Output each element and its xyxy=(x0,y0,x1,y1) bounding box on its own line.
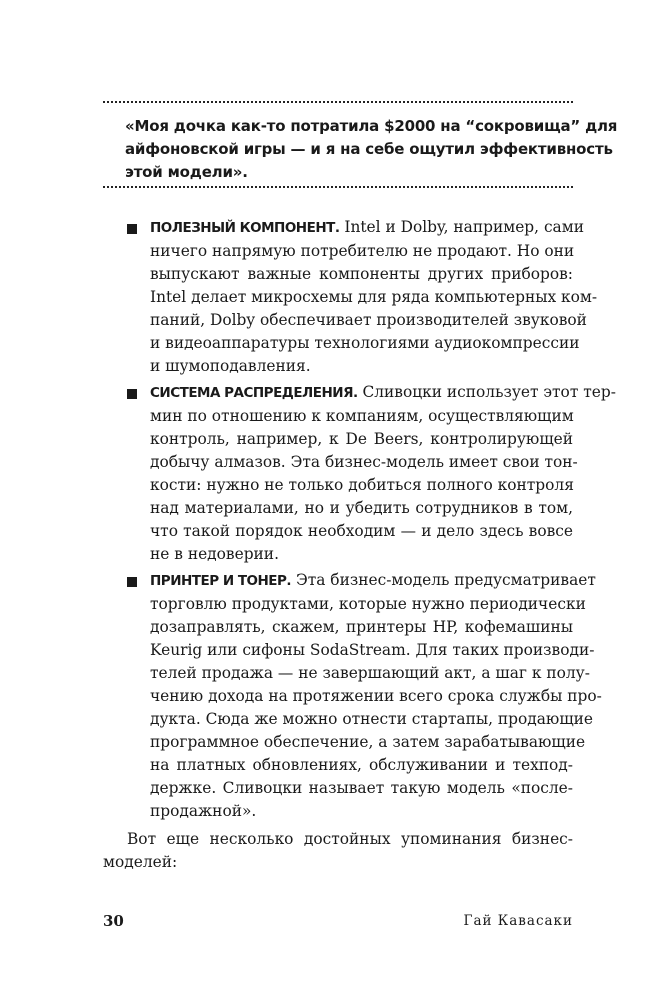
item-line: торговлю продуктами, которые нужно периодически xyxy=(150,595,586,613)
item-line: Эта бизнес-модель предусматривает xyxy=(291,571,596,589)
page-number: 30 xyxy=(103,912,124,930)
item-line: программное обеспечение, а затем зарабатывающие xyxy=(150,733,586,751)
item-line: продажной». xyxy=(150,802,257,820)
item-term: ПРИНТЕР И ТОНЕР. xyxy=(150,573,292,589)
item-term: СИСТЕМА РАСПРЕДЕЛЕНИЯ. xyxy=(150,385,358,401)
item-line: Keurig или сифоны SodaStream. Для таких производи- xyxy=(150,641,595,659)
item-line: держке. Сливоцки называет такую модель «после- xyxy=(150,779,573,797)
closing-paragraph xyxy=(103,828,573,874)
item-line: что такой порядок необходим — и дело здесь вовсе xyxy=(150,522,573,540)
pull-quote-line: этой модели». xyxy=(125,163,248,181)
item-line: Intel и Dolby, например, сами xyxy=(339,218,584,236)
item-line: выпускают важные компоненты других приборов: xyxy=(150,265,573,283)
closing-line: моделей: xyxy=(103,853,178,871)
dotted-rule-top xyxy=(103,101,573,103)
item-line: телей продажа — не завершающий акт, а шаг к полу- xyxy=(150,664,590,682)
square-bullet-icon xyxy=(127,577,137,587)
item-line: и видеоаппаратуры технологиями аудиокомпрессии xyxy=(150,334,580,352)
item-line: контроль, например, к De Beers, контролирующей xyxy=(150,430,573,448)
item-line: дозаправлять, скажем, принтеры HP, кофемашины xyxy=(150,618,573,636)
pull-quote xyxy=(125,115,618,184)
pull-quote-line: «Моя дочка как-то потратила $2000 на “сокровища” для xyxy=(125,117,618,135)
item-line: Intel делает микросхемы для ряда компьютерных ком- xyxy=(150,288,598,306)
item-term: ПОЛЕЗНЫЙ КОМПОНЕНТ. xyxy=(150,220,340,236)
dotted-rule-bottom xyxy=(103,186,573,188)
item-line: на платных обновлениях, обслуживании и техпод- xyxy=(150,756,573,774)
closing-line: Вот еще несколько достойных упоминания бизнес- xyxy=(127,830,573,848)
item-line: мин по отношению к компаниям, осуществляющим xyxy=(150,407,574,425)
square-bullet-icon xyxy=(127,389,137,399)
item-line: кости: нужно не только добиться полного контроля xyxy=(150,476,574,494)
item-line: паний, Dolby обеспечивает производителей звуковой xyxy=(150,311,587,329)
pull-quote-line: айфоновской игры — и я на себе ощутил эффективность xyxy=(125,140,613,158)
list-item-useful-component xyxy=(150,216,598,378)
running-footer-author: Гай Кавасаки xyxy=(463,913,573,929)
item-line: и шумоподавления. xyxy=(150,357,311,375)
item-line: ничего напрямую потребителю не продают. Но они xyxy=(150,242,575,260)
list-item-distribution-system xyxy=(150,381,616,566)
item-line: над материалами, но и убедить сотрудников в том, xyxy=(150,499,573,517)
square-bullet-icon xyxy=(127,224,137,234)
item-line: добычу алмазов. Эта бизнес-модель имеет свои тон- xyxy=(150,453,578,471)
item-line: не в недоверии. xyxy=(150,545,279,563)
item-line: Сливоцки использует этот тер- xyxy=(357,383,616,401)
item-line: чению дохода на протяжении всего срока службы про- xyxy=(150,687,602,705)
list-item-printer-and-toner xyxy=(150,569,602,823)
item-line: дукта. Сюда же можно отнести стартапы, продающие xyxy=(150,710,593,728)
